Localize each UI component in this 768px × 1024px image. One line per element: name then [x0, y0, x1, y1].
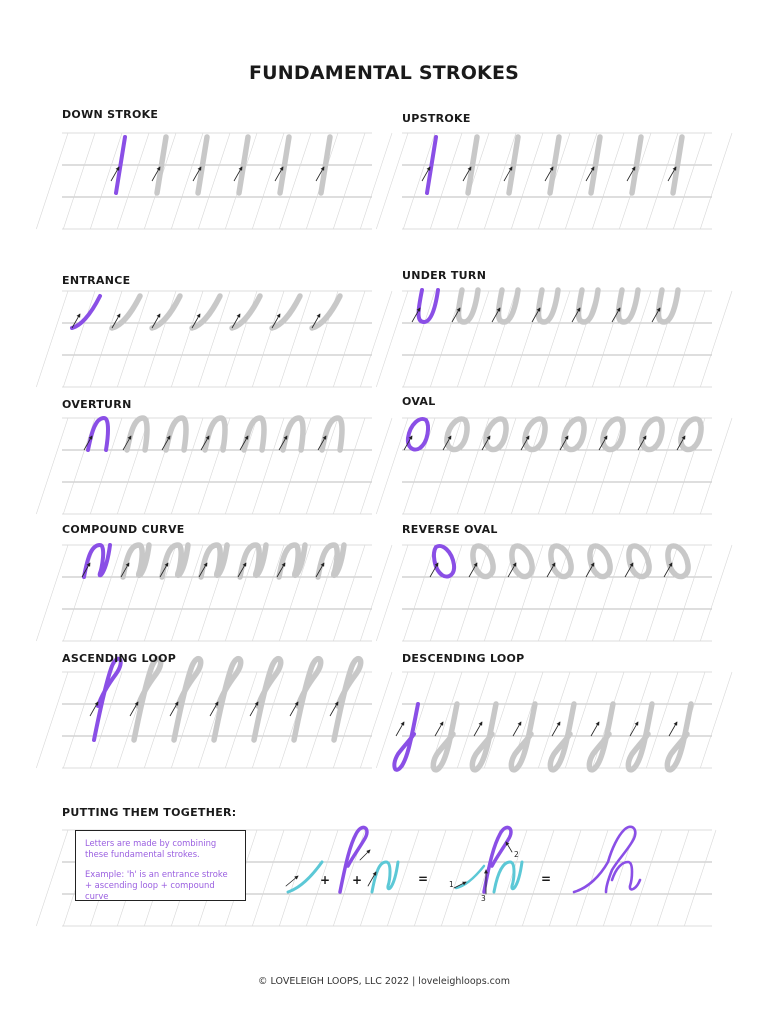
slant-line	[576, 830, 608, 926]
slant-line	[360, 291, 392, 387]
section-label-descending-loop: DESCENDING LOOP	[402, 652, 525, 665]
stroke-practice	[499, 290, 519, 322]
stroke-practice	[564, 419, 584, 450]
stroke-practice	[590, 546, 610, 577]
section-label-down-stroke: DOWN STROKE	[62, 108, 159, 121]
stroke-practice	[318, 545, 344, 577]
slant-line	[36, 133, 68, 229]
stroke-row	[404, 419, 701, 450]
stroke-example	[408, 419, 428, 450]
section-label-compound-curve: COMPOUND CURVE	[62, 523, 185, 536]
stroke-practice	[539, 290, 559, 322]
equals-sign-2: =	[541, 872, 552, 886]
slant-line	[376, 672, 408, 768]
step-number-3: 3	[481, 894, 486, 903]
slant-line	[63, 291, 95, 387]
slant-line	[376, 291, 408, 387]
direction-arrow	[513, 722, 521, 736]
stroke-practice	[473, 546, 493, 577]
stroke-practice	[433, 704, 457, 770]
stroke-practice	[550, 704, 574, 770]
stroke-practice	[294, 659, 321, 740]
footer-copyright: © LOVELEIGH LOOPS, LLC 2022 | loveleighloops.com	[258, 976, 510, 987]
stroke-practice	[589, 704, 613, 770]
stroke-practice	[525, 419, 545, 450]
slant-line	[306, 672, 338, 768]
section-label-upstroke: UPSTROKE	[402, 112, 471, 125]
stroke-practice	[214, 659, 241, 740]
stroke-practice	[283, 418, 303, 450]
slant-line	[700, 133, 732, 229]
stroke-practice	[205, 418, 225, 450]
stroke-practice	[629, 546, 649, 577]
section-label-ascending-loop: ASCENDING LOOP	[62, 652, 177, 665]
slant-line	[225, 545, 257, 641]
stroke-practice	[642, 419, 662, 450]
slant-line	[376, 133, 408, 229]
stroke-practice	[240, 545, 266, 577]
slant-line	[333, 133, 365, 229]
page-title: FUNDAMENTAL STROKES	[248, 62, 520, 84]
stroke-practice	[579, 290, 599, 322]
info-box	[75, 830, 246, 901]
step-number-2: 2	[514, 850, 519, 859]
stroke-practice	[659, 290, 679, 322]
slant-line	[511, 545, 543, 641]
direction-arrow	[591, 722, 599, 736]
section-label-overturn: OVERTURN	[62, 398, 132, 411]
stroke-practice	[603, 419, 623, 450]
slant-line	[36, 830, 68, 926]
stroke-practice	[628, 704, 652, 770]
step-number-1: 1	[449, 880, 454, 889]
guide-band	[36, 133, 392, 229]
stroke-example	[94, 659, 121, 740]
stroke-example	[84, 545, 110, 577]
slant-line	[225, 418, 257, 514]
stroke-practice	[322, 418, 342, 450]
section-label-putting-together: PUTTING THEM TOGETHER:	[62, 806, 237, 819]
stroke-example	[394, 704, 418, 770]
slant-line	[360, 133, 392, 229]
stroke-practice	[681, 419, 701, 450]
slant-line	[403, 545, 435, 641]
slant-line	[360, 418, 392, 514]
slant-line	[63, 133, 95, 229]
direction-arrow	[552, 722, 560, 736]
stroke-practice	[334, 659, 361, 740]
slant-line	[387, 830, 419, 926]
slant-line	[36, 672, 68, 768]
slant-line	[252, 418, 284, 514]
slant-line	[673, 291, 705, 387]
slant-line	[630, 830, 662, 926]
stroke-row	[394, 704, 691, 770]
stroke-practice	[174, 659, 201, 740]
stroke-practice	[279, 545, 305, 577]
stroke-practice	[166, 418, 186, 450]
stroke-practice	[459, 290, 479, 322]
direction-arrow	[669, 722, 677, 736]
section-label-oval: OVAL	[402, 395, 436, 408]
slant-line	[700, 545, 732, 641]
slant-line	[700, 672, 732, 768]
slant-line	[700, 418, 732, 514]
slant-line	[360, 545, 392, 641]
slant-line	[495, 830, 527, 926]
section-label-entrance: ENTRANCE	[62, 274, 131, 287]
stroke-examples	[72, 137, 701, 770]
section-label-reverse-oval: REVERSE OVAL	[402, 523, 498, 536]
stroke-row	[412, 290, 678, 322]
slant-line	[360, 672, 392, 768]
stroke-practice	[254, 659, 281, 740]
stroke-practice	[668, 546, 688, 577]
equals-sign-1: =	[418, 872, 429, 886]
stroke-example	[88, 418, 108, 450]
stroke-practice	[244, 418, 264, 450]
stroke-row	[84, 418, 342, 450]
slant-line	[63, 672, 95, 768]
info-text-combining: Letters are made by combining these fundamental strokes.	[85, 838, 217, 859]
stroke-practice	[511, 704, 535, 770]
stroke-example	[434, 546, 454, 577]
slant-line	[484, 672, 516, 768]
slant-line	[144, 291, 176, 387]
direction-arrow	[396, 722, 404, 736]
info-text-example: Example: 'h' is an entrance stroke + ascending loop + compound curve	[85, 869, 228, 901]
slant-line	[592, 418, 624, 514]
slant-line	[646, 545, 678, 641]
slant-line	[36, 291, 68, 387]
slant-line	[538, 545, 570, 641]
plus-sign-2: +	[352, 873, 363, 887]
slant-line	[700, 291, 732, 387]
stroke-practice	[667, 704, 691, 770]
stroke-practice	[486, 419, 506, 450]
guide-band	[36, 418, 392, 514]
section-label-under-turn: UNDER TURN	[402, 269, 487, 282]
slant-line	[457, 418, 489, 514]
slant-line	[252, 830, 284, 926]
stroke-example	[419, 290, 439, 322]
stroke-practice	[512, 546, 532, 577]
plus-sign-1: +	[320, 873, 331, 887]
slant-line	[279, 418, 311, 514]
slant-line	[549, 830, 581, 926]
slant-line	[684, 830, 716, 926]
stroke-practice	[201, 545, 227, 577]
slant-line	[333, 418, 365, 514]
slant-line	[63, 545, 95, 641]
guide-band	[376, 545, 732, 641]
stroke-practice	[162, 545, 188, 577]
direction-arrow	[474, 722, 482, 736]
slant-line	[441, 830, 473, 926]
slant-line	[376, 418, 408, 514]
stroke-practice	[619, 290, 639, 322]
stroke-practice	[123, 545, 149, 577]
slant-line	[657, 830, 689, 926]
slant-line	[36, 418, 68, 514]
stroke-practice	[134, 659, 161, 740]
slant-line	[36, 545, 68, 641]
slant-line	[376, 545, 408, 641]
stroke-practice	[472, 704, 496, 770]
slant-line	[306, 418, 338, 514]
stroke-row	[82, 545, 344, 577]
